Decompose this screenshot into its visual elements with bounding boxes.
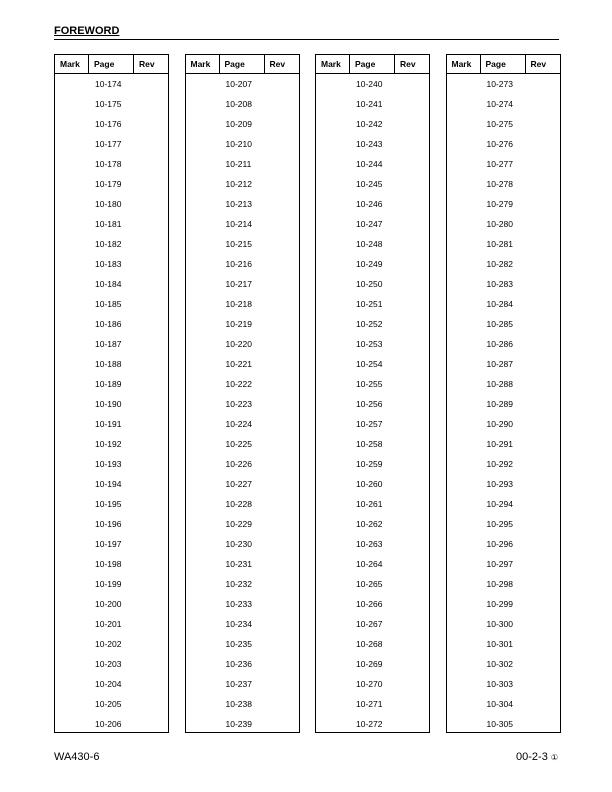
table-row-page: 10-216 — [225, 259, 252, 269]
table-row-page: 10-254 — [356, 359, 383, 369]
table-row-page: 10-250 — [356, 279, 383, 289]
table-row-page: 10-202 — [95, 639, 122, 649]
table-row-page: 10-270 — [356, 679, 383, 689]
header-page: Page — [220, 55, 265, 73]
table-row-page: 10-224 — [225, 419, 252, 429]
table-row-page: 10-256 — [356, 399, 383, 409]
table-row-page: 10-240 — [356, 79, 383, 89]
table-row-page: 10-226 — [225, 459, 252, 469]
table-row-page: 10-177 — [95, 139, 122, 149]
table-row-page: 10-218 — [225, 299, 252, 309]
table-row-page: 10-301 — [486, 639, 513, 649]
table-header — [186, 55, 299, 74]
table-row-page: 10-194 — [95, 479, 122, 489]
table-row-page: 10-230 — [225, 539, 252, 549]
table-row-page: 10-293 — [486, 479, 513, 489]
header-mark: Mark — [55, 55, 89, 73]
table-row-page: 10-243 — [356, 139, 383, 149]
table-row-page: 10-191 — [95, 419, 122, 429]
table-row-page: 10-272 — [356, 719, 383, 729]
table-row-page: 10-221 — [225, 359, 252, 369]
table-row-page: 10-205 — [95, 699, 122, 709]
table-row-page: 10-295 — [486, 519, 513, 529]
table-row-page: 10-207 — [225, 79, 252, 89]
header-rev: Rev — [139, 59, 155, 69]
table-row-page: 10-190 — [95, 399, 122, 409]
table-row-page: 10-294 — [486, 499, 513, 509]
table-row-page: 10-278 — [486, 179, 513, 189]
table-row-page: 10-258 — [356, 439, 383, 449]
table-row-page: 10-184 — [95, 279, 122, 289]
table-row-page: 10-252 — [356, 319, 383, 329]
table-row-page: 10-235 — [225, 639, 252, 649]
table-row-page: 10-245 — [356, 179, 383, 189]
table-row-page: 10-223 — [225, 399, 252, 409]
table-row-page: 10-220 — [225, 339, 252, 349]
header-page: Page — [350, 55, 395, 73]
header-page: Page — [89, 55, 134, 73]
title-rule — [54, 39, 559, 40]
table-row-page: 10-229 — [225, 519, 252, 529]
table-row-page: 10-200 — [95, 599, 122, 609]
revision-mark: ① — [550, 753, 558, 762]
table-row-page: 10-290 — [486, 419, 513, 429]
table-row-page: 10-185 — [95, 299, 122, 309]
page-table-4 — [446, 54, 561, 733]
table-row-page: 10-214 — [225, 219, 252, 229]
table-row-page: 10-217 — [225, 279, 252, 289]
table-row-page: 10-238 — [225, 699, 252, 709]
table-header — [447, 55, 560, 74]
table-row-page: 10-247 — [356, 219, 383, 229]
table-row-page: 10-299 — [486, 599, 513, 609]
table-row-page: 10-257 — [356, 419, 383, 429]
table-header — [55, 55, 168, 74]
table-row-page: 10-304 — [486, 699, 513, 709]
table-row-page: 10-288 — [486, 379, 513, 389]
table-row-page: 10-296 — [486, 539, 513, 549]
table-row-page: 10-298 — [486, 579, 513, 589]
table-row-page: 10-183 — [95, 259, 122, 269]
table-row-page: 10-233 — [225, 599, 252, 609]
table-row-page: 10-237 — [225, 679, 252, 689]
table-row-page: 10-201 — [95, 619, 122, 629]
footer-model: WA430-6 — [54, 751, 100, 763]
table-row-page: 10-285 — [486, 319, 513, 329]
table-row-page: 10-236 — [225, 659, 252, 669]
table-row-page: 10-182 — [95, 239, 122, 249]
table-row-page: 10-260 — [356, 479, 383, 489]
page-number: 00-2-3 — [516, 751, 548, 763]
table-row-page: 10-209 — [225, 119, 252, 129]
table-row-page: 10-279 — [486, 199, 513, 209]
table-row-page: 10-175 — [95, 99, 122, 109]
table-row-page: 10-276 — [486, 139, 513, 149]
header-mark: Mark — [447, 55, 481, 73]
table-row-page: 10-232 — [225, 579, 252, 589]
table-row-page: 10-303 — [486, 679, 513, 689]
table-row-page: 10-292 — [486, 459, 513, 469]
table-row-page: 10-242 — [356, 119, 383, 129]
header-rev: Rev — [269, 59, 286, 69]
table-row-page: 10-268 — [356, 639, 383, 649]
table-row-page: 10-208 — [225, 99, 252, 109]
table-row-page: 10-284 — [486, 299, 513, 309]
table-row-page: 10-188 — [95, 359, 122, 369]
table-row-page: 10-269 — [356, 659, 383, 669]
header-mark: Mark — [186, 55, 220, 73]
table-row-page: 10-291 — [486, 439, 513, 449]
table-row-page: 10-277 — [486, 159, 513, 169]
page-table-3 — [315, 54, 430, 733]
table-row-page: 10-300 — [486, 619, 513, 629]
table-row-page: 10-215 — [225, 239, 252, 249]
table-header — [316, 55, 429, 74]
table-row-page: 10-253 — [356, 339, 383, 349]
table-row-page: 10-228 — [225, 499, 252, 509]
table-row-page: 10-259 — [356, 459, 383, 469]
table-row-page: 10-212 — [225, 179, 252, 189]
table-row-page: 10-181 — [95, 219, 122, 229]
table-row-page: 10-261 — [356, 499, 383, 509]
table-row-page: 10-263 — [356, 539, 383, 549]
table-row-page: 10-273 — [486, 79, 513, 89]
table-row-page: 10-180 — [95, 199, 122, 209]
header-mark: Mark — [316, 55, 350, 73]
table-row-page: 10-283 — [486, 279, 513, 289]
table-row-page: 10-231 — [225, 559, 252, 569]
table-row-page: 10-192 — [95, 439, 122, 449]
table-row-page: 10-176 — [95, 119, 122, 129]
table-row-page: 10-286 — [486, 339, 513, 349]
table-row-page: 10-196 — [95, 519, 122, 529]
table-row-page: 10-239 — [225, 719, 252, 729]
table-row-page: 10-282 — [486, 259, 513, 269]
table-row-page: 10-267 — [356, 619, 383, 629]
table-row-page: 10-178 — [95, 159, 122, 169]
table-row-page: 10-225 — [225, 439, 252, 449]
table-row-page: 10-251 — [356, 299, 383, 309]
table-row-page: 10-179 — [95, 179, 122, 189]
table-row-page: 10-227 — [225, 479, 252, 489]
table-row-page: 10-246 — [356, 199, 383, 209]
table-row-page: 10-255 — [356, 379, 383, 389]
table-row-page: 10-249 — [356, 259, 383, 269]
table-row-page: 10-222 — [225, 379, 252, 389]
table-row-page: 10-305 — [486, 719, 513, 729]
table-row-page: 10-189 — [95, 379, 122, 389]
table-row-page: 10-281 — [486, 239, 513, 249]
table-row-page: 10-271 — [356, 699, 383, 709]
table-row-page: 10-297 — [486, 559, 513, 569]
table-row-page: 10-211 — [225, 159, 252, 169]
table-row-page: 10-186 — [95, 319, 122, 329]
table-row-page: 10-198 — [95, 559, 122, 569]
table-row-page: 10-199 — [95, 579, 122, 589]
table-row-page: 10-248 — [356, 239, 383, 249]
table-row-page: 10-265 — [356, 579, 383, 589]
page-title-text: FOREWORD — [54, 25, 120, 37]
table-row-page: 10-204 — [95, 679, 122, 689]
table-row-page: 10-206 — [95, 719, 122, 729]
table-row-page: 10-287 — [486, 359, 513, 369]
table-row-page: 10-264 — [356, 559, 383, 569]
table-row-page: 10-219 — [225, 319, 252, 329]
header-page: Page — [481, 55, 526, 73]
page-table-1 — [54, 54, 169, 733]
table-row-page: 10-234 — [225, 619, 252, 629]
table-row-page: 10-262 — [356, 519, 383, 529]
page-table-2 — [185, 54, 300, 733]
table-row-page: 10-289 — [486, 399, 513, 409]
table-row-page: 10-244 — [356, 159, 383, 169]
table-row-page: 10-213 — [225, 199, 252, 209]
page-title — [54, 24, 559, 39]
table-row-page: 10-241 — [356, 99, 383, 109]
header-rev: Rev — [530, 59, 547, 69]
table-row-page: 10-280 — [486, 219, 513, 229]
table-row-page: 10-302 — [486, 659, 513, 669]
table-row-page: 10-210 — [225, 139, 252, 149]
table-row-page: 10-195 — [95, 499, 122, 509]
header-rev: Rev — [400, 59, 416, 69]
table-row-page: 10-274 — [486, 99, 513, 109]
table-row-page: 10-187 — [95, 339, 122, 349]
table-row-page: 10-197 — [95, 539, 122, 549]
table-row-page: 10-275 — [486, 119, 513, 129]
table-row-page: 10-193 — [95, 459, 122, 469]
table-row-page: 10-203 — [95, 659, 122, 669]
footer-page-number — [516, 750, 558, 765]
table-row-page: 10-266 — [356, 599, 383, 609]
table-row-page: 10-174 — [95, 79, 122, 89]
